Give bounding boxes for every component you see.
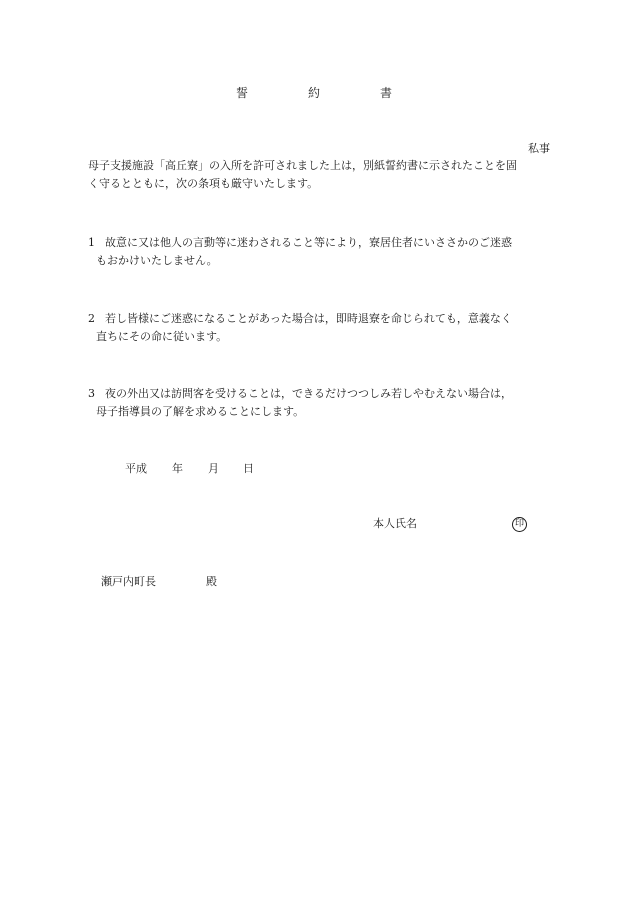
clause-2-number: 2 (88, 312, 95, 325)
title-char-3: 書 (380, 86, 393, 100)
intro-paragraph (88, 157, 550, 193)
clause-1-line-2: もおかけいたしません。 (96, 254, 218, 267)
clause-2-line-2: 直ちにその命に従います。 (96, 330, 228, 343)
date-year-label: 年 (172, 462, 183, 475)
intro-line-1: 母子支援施設「高丘寮」の入所を許可されました上は，別紙誓約書に示されたことを固 (88, 159, 517, 172)
intro-line-2: く守るとともに，次の条項も厳守いたします。 (88, 177, 319, 190)
clause-1-line-1: 故意に又は他人の言動等に迷わされること等により，寮居住者にいささかのご迷惑 (105, 236, 512, 249)
signature-label: 本人氏名 (373, 517, 417, 530)
clause-3-number: 3 (88, 387, 95, 400)
date-era: 平成 (125, 462, 147, 475)
clause-1 (88, 234, 550, 270)
date-month-label: 月 (208, 462, 219, 475)
title-char-2: 約 (308, 86, 321, 100)
addressee-honorific: 殿 (206, 575, 217, 588)
clause-2 (88, 310, 550, 346)
addressee-name: 瀬戸内町長 (101, 575, 156, 588)
clause-3 (88, 385, 550, 421)
label-private-matter: 私事 (528, 142, 550, 155)
date-day-label: 日 (243, 462, 254, 475)
clause-2-line-1: 若し皆様にご迷惑になることがあった場合は，即時退寮を命じられても，意義なく (105, 312, 512, 325)
seal-stamp-icon: 印 (512, 517, 527, 532)
title-char-1: 誓 (236, 86, 249, 100)
clause-3-line-1: 夜の外出又は訪問客を受けることは，できるだけつつしみ若しやむえない場合は， (105, 387, 512, 400)
clause-1-number: 1 (88, 236, 95, 249)
clause-3-line-2: 母子指導員の了解を求めることにします。 (96, 405, 305, 418)
